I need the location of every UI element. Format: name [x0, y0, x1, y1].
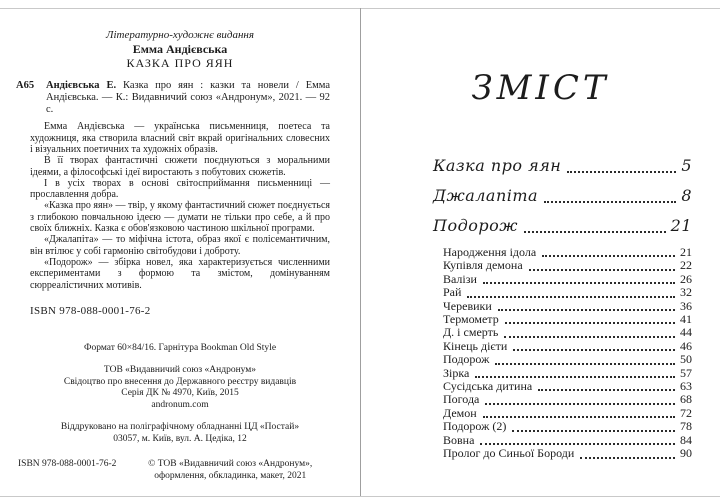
toc-page-number: 26: [680, 271, 692, 286]
dot-leader: [483, 416, 675, 418]
toc-page-number: 21: [670, 216, 692, 235]
book-title: КАЗКА ПРО ЯЯН: [126, 56, 234, 70]
annotation-paragraph: «Подорож» — збірка новел, яка характеризується численними експериментами з формою та змістом, домінуванням сюрреалістичних мотивів.: [30, 256, 330, 291]
toc-item: [433, 407, 692, 420]
annotation-paragraph: В її творах фантастичні сюжети поєднуються з моральними ідеями, а філософські ідеї виростають з побутових сюжетів.: [30, 155, 330, 178]
catalog-description: Казка про яян : казки та новели / Емма Андієвська. — К.: Видавничий союз «Андронум», 2021. — 92 с.: [46, 80, 330, 115]
imprint-line: Серія ДК № 4970, Київ, 2015: [121, 388, 239, 399]
toc-page-number: 68: [680, 392, 692, 407]
annotation-paragraph: І в усіх творах в основі світосприймання письменниці — прославлення добра.: [30, 177, 330, 201]
toc-page-number: 41: [680, 312, 692, 327]
annotation-paragraph: «Казка про яян» — твір, у якому фантастичний сюжет поєднується з глибокою повчальною ідеєю — думати не тільки про себе, а й про своїх ближніх. Казка є обов'язковою частиною шкільної програми.: [30, 200, 330, 235]
catalog-text: [46, 80, 330, 115]
contents-page: [361, 8, 720, 496]
toc-list: [433, 156, 692, 461]
imprint-line: ТОВ «Видавничий союз «Андронум»: [103, 365, 257, 376]
annotation-paragraph: «Джалапіта» — то міфічна істота, образ якої є полісемантичним, він втілює у собі гармонію світобудови і доброту.: [30, 234, 330, 257]
toc-label: Кінець дієти: [443, 338, 508, 353]
toc-page-number: 57: [680, 365, 692, 380]
toc-page-number: 5: [681, 156, 692, 175]
toc-item: [433, 186, 692, 206]
imprint-group: [30, 343, 330, 355]
toc-item: [433, 259, 692, 272]
toc-item: [433, 420, 692, 433]
toc-label: Народження ідола: [443, 245, 537, 259]
toc-item: [433, 286, 692, 299]
toc-page-number: 72: [680, 405, 692, 420]
catalog-code: А65: [16, 80, 35, 91]
toc-page-number: 78: [680, 419, 692, 434]
imprint-block: [30, 343, 330, 446]
dot-leader: [513, 349, 675, 351]
dot-leader: [512, 430, 675, 432]
toc-page-number: 63: [680, 379, 692, 394]
toc-label: Термометр: [443, 312, 499, 327]
toc-item: [433, 380, 692, 393]
toc-page-number: 36: [680, 298, 692, 313]
dot-leader: [544, 201, 676, 203]
toc-label: Черевики: [443, 298, 492, 313]
dot-leader: [542, 255, 675, 257]
dot-leader: [567, 171, 676, 173]
annotation: [30, 121, 330, 290]
dot-leader: [529, 269, 675, 271]
toc-item: [433, 300, 692, 313]
toc-item: [433, 273, 692, 286]
toc-item: [433, 434, 692, 447]
author-name: Емма Андієвська: [132, 42, 228, 56]
toc-page-number: 22: [680, 258, 692, 273]
toc-page-number: 21: [680, 245, 692, 259]
toc-label: Валізи: [443, 271, 477, 286]
imprint-group: [30, 422, 330, 445]
toc-label: Подорож: [433, 216, 518, 235]
imprint-line: Віддруковано на поліграфічному обладнанні ЦД «Постай»: [60, 422, 300, 433]
toc-page-number: 46: [680, 338, 692, 353]
annotation-paragraph: Емма Андієвська — українська письменниця, поетеса та художниця, яка створила власний світ вкрай оригінальних словесних і візуальних поетичних та художніх образів.: [30, 121, 330, 155]
toc-label: Сусідська дитина: [443, 379, 533, 394]
toc-item: [433, 216, 692, 236]
dot-leader: [504, 336, 675, 338]
imprint-group: [30, 365, 330, 411]
contents-heading: ЗМІСТ: [471, 68, 610, 108]
toc-page-number: 8: [681, 186, 692, 205]
toc-item: [433, 367, 692, 380]
dot-leader: [485, 403, 675, 405]
dot-leader: [495, 363, 675, 365]
toc-item: [433, 246, 692, 259]
imprint-page: [0, 8, 360, 496]
page-bottom-edge: [0, 496, 720, 497]
toc-label: Д. і смерть: [443, 325, 499, 340]
toc-label: Рай: [443, 285, 462, 300]
isbn-line: ISBN 978-088-0001-76-2: [30, 304, 151, 317]
toc-label: Демон: [443, 405, 477, 420]
imprint-line: Формат 60×84/16. Гарнітура Bookman Old Style: [83, 342, 277, 353]
toc-page-number: 90: [680, 446, 692, 461]
toc-item: [433, 353, 692, 366]
toc-label: Зірка: [443, 365, 470, 380]
footer-copyright: [116, 459, 344, 482]
dot-leader: [524, 231, 666, 233]
edition-header: [30, 28, 330, 70]
toc-label: Казка про яян: [433, 156, 562, 175]
footer-isbn: ISBN 978-088-0001-76-2: [18, 459, 117, 469]
toc-item: [433, 393, 692, 406]
imprint-line: andronum.com: [151, 399, 209, 410]
toc-label: Погода: [443, 392, 480, 407]
toc-label: Джалапіта: [433, 186, 539, 205]
footer-copyright-line: оформлення, обкладинка, макет, 2021: [154, 470, 307, 481]
toc-item: [433, 447, 692, 460]
imprint-line: 03057, м. Київ, вул. А. Цедіка, 12: [113, 433, 247, 444]
toc-page-number: 44: [680, 325, 692, 340]
toc-page-number: 84: [680, 432, 692, 447]
catalog-entry: [16, 80, 330, 115]
dot-leader: [467, 296, 675, 298]
toc-label: Вовна: [443, 432, 475, 447]
dot-leader: [505, 322, 675, 324]
dot-leader: [483, 282, 675, 284]
dot-leader: [498, 309, 675, 311]
dot-leader: [480, 443, 675, 445]
dot-leader: [580, 457, 675, 459]
page-footer: [18, 459, 344, 482]
toc-page-number: 32: [680, 285, 692, 300]
toc-label: Купівля демона: [443, 258, 523, 273]
toc-item: [433, 156, 692, 176]
footer-copyright-line: © ТОВ «Видавничий союз «Андронум»,: [148, 459, 313, 469]
catalog-author: Андієвська Е.: [46, 80, 117, 91]
dot-leader: [475, 376, 675, 378]
edition-note: Літературно-художнє видання: [106, 29, 254, 41]
toc-label: Пролог до Синьої Бороди: [443, 446, 575, 461]
dot-leader: [538, 389, 675, 391]
toc-label: Подорож: [443, 352, 490, 367]
toc-item: [433, 326, 692, 339]
toc-item: [433, 313, 692, 326]
toc-label: Подорож (2): [443, 419, 507, 434]
imprint-line: Свідоцтво про внесення до Державного реєстру видавців: [63, 376, 297, 387]
toc-item: [433, 340, 692, 353]
toc-page-number: 50: [680, 352, 692, 367]
